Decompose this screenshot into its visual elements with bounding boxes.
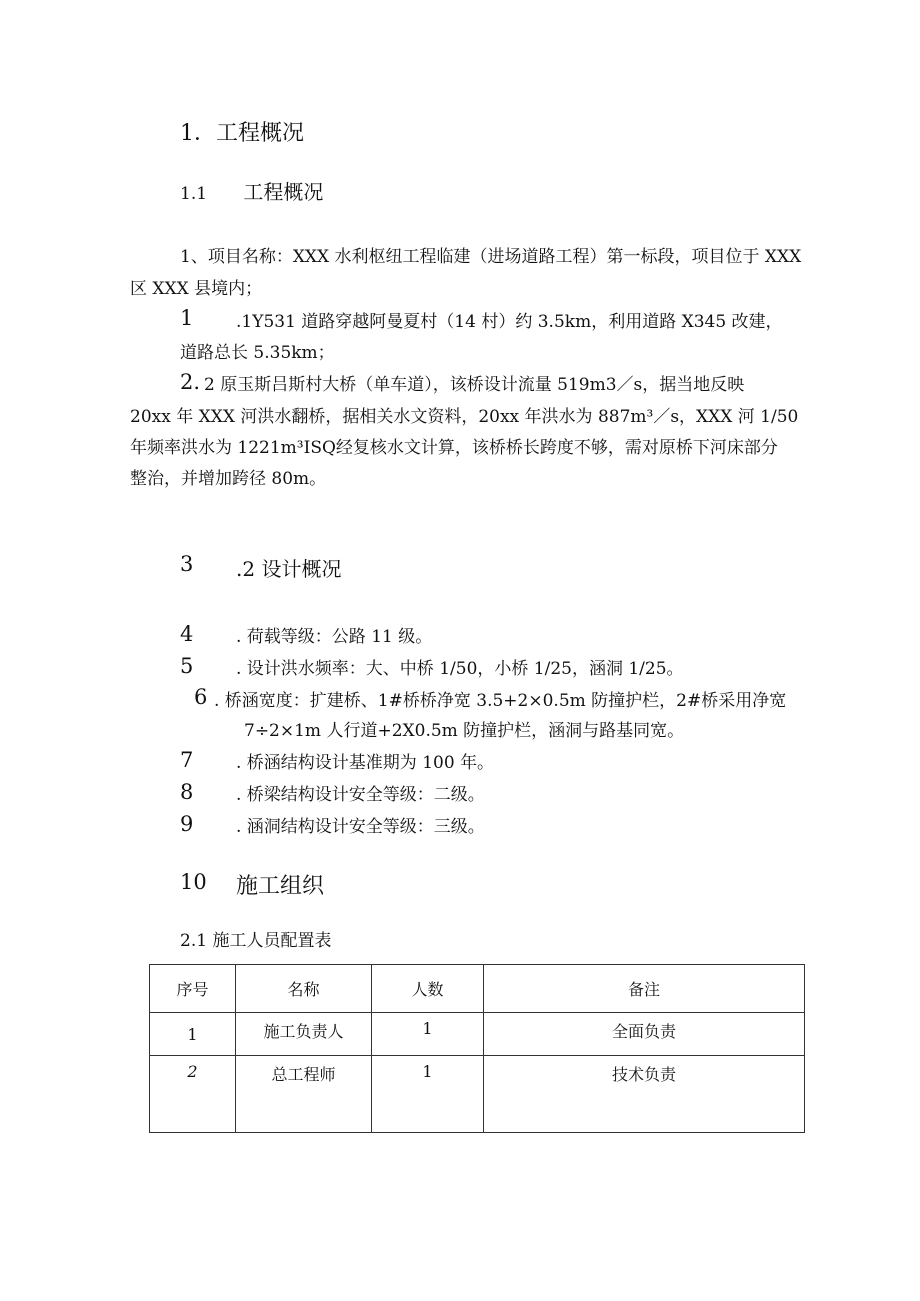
item-number: 7 [180,748,194,772]
paragraph-line: 2 原玉斯吕斯村大桥（单车道），该桥设计流量 519m3／s，据当地反映 [204,375,745,395]
item-text: . 涵洞结构设计安全等级：三级。 [236,817,485,837]
section-1-1-number: 1.1 [180,184,208,204]
section-3-title: .2 设计概况 [236,557,342,581]
table-cell: 1 [372,1013,484,1056]
table-header-row [150,965,805,1013]
paragraph-number: 1 [180,306,194,330]
paragraph-line: 20xx 年 XXX 河洪水翻桥，据相关水文资料，20xx 年洪水为 887m³／s，XXX 河 1/50 [130,407,799,427]
header-cell: 序号 [150,965,236,1013]
table-cell: 1 [372,1056,484,1133]
table-cell: 施工负责人 [236,1013,372,1056]
table-cell: 1 [150,1013,236,1056]
item-text: . 荷载等级：公路 11 级。 [236,627,433,647]
table-cell: 全面负责 [484,1013,805,1056]
table-row [150,1056,805,1133]
header-cell: 备注 [484,965,805,1013]
item-text-line2: 7÷2×1m 人行道+2X0.5m 防撞护栏，涵洞与路基同宽。 [244,721,685,741]
section-1-1-heading [180,176,323,205]
section-1-1-title: 工程概况 [243,180,324,204]
section-10-title: 施工组织 [236,874,325,899]
paragraph-line: .1Y531 道路穿越阿曼夏村（14 村）约 3.5km，利用道路 X345 改建， [236,312,783,332]
table-cell: 技术负责 [484,1056,805,1133]
section-1-title: 1．工程概况 [180,121,304,146]
staff-table [149,964,805,1133]
item-number: 9 [180,812,194,836]
item-text: . 设计洪水频率：大、中桥 1/50，小桥 1/25，涵洞 1/25。 [236,659,684,679]
paragraph-number: 2. [180,370,201,394]
paragraph-line: 1、项目名称：XXX 水利枢纽工程临建（进场道路工程）第一标段，项目位于 XXX [180,247,802,267]
header-cell: 名称 [236,965,372,1013]
table-cell: 2 [150,1056,236,1133]
paragraph-line: 道路总长 5.35km； [180,343,335,363]
item-text: . 桥涵宽度：扩建桥、1#桥桥净宽 3.5+2×0.5m 防撞护栏，2#桥采用净宽 [214,691,787,711]
section-2-1-title: 2.1 施工人员配置表 [180,931,332,951]
section-3-number: 3 [180,552,194,576]
item-text: . 桥梁结构设计安全等级：二级。 [236,785,485,805]
item-text: . 桥涵结构设计基准期为 100 年。 [236,753,495,773]
item-number: 8 [180,780,194,804]
table-row [150,1013,805,1056]
item-number: 5 [180,654,194,678]
paragraph-line: 区 XXX 县境内； [130,279,263,299]
item-number: 6 [194,685,208,709]
paragraph-line: 整治，并增加跨径 80m。 [130,469,327,489]
table-cell: 总工程师 [236,1056,372,1133]
section-10-number: 10 [180,870,207,894]
header-cell: 人数 [372,965,484,1013]
paragraph-line: 年频率洪水为 1221m³ISQ经复核水文计算，该桥桥长跨度不够，需对原桥下河床部分 [130,438,778,458]
item-number: 4 [180,622,194,646]
